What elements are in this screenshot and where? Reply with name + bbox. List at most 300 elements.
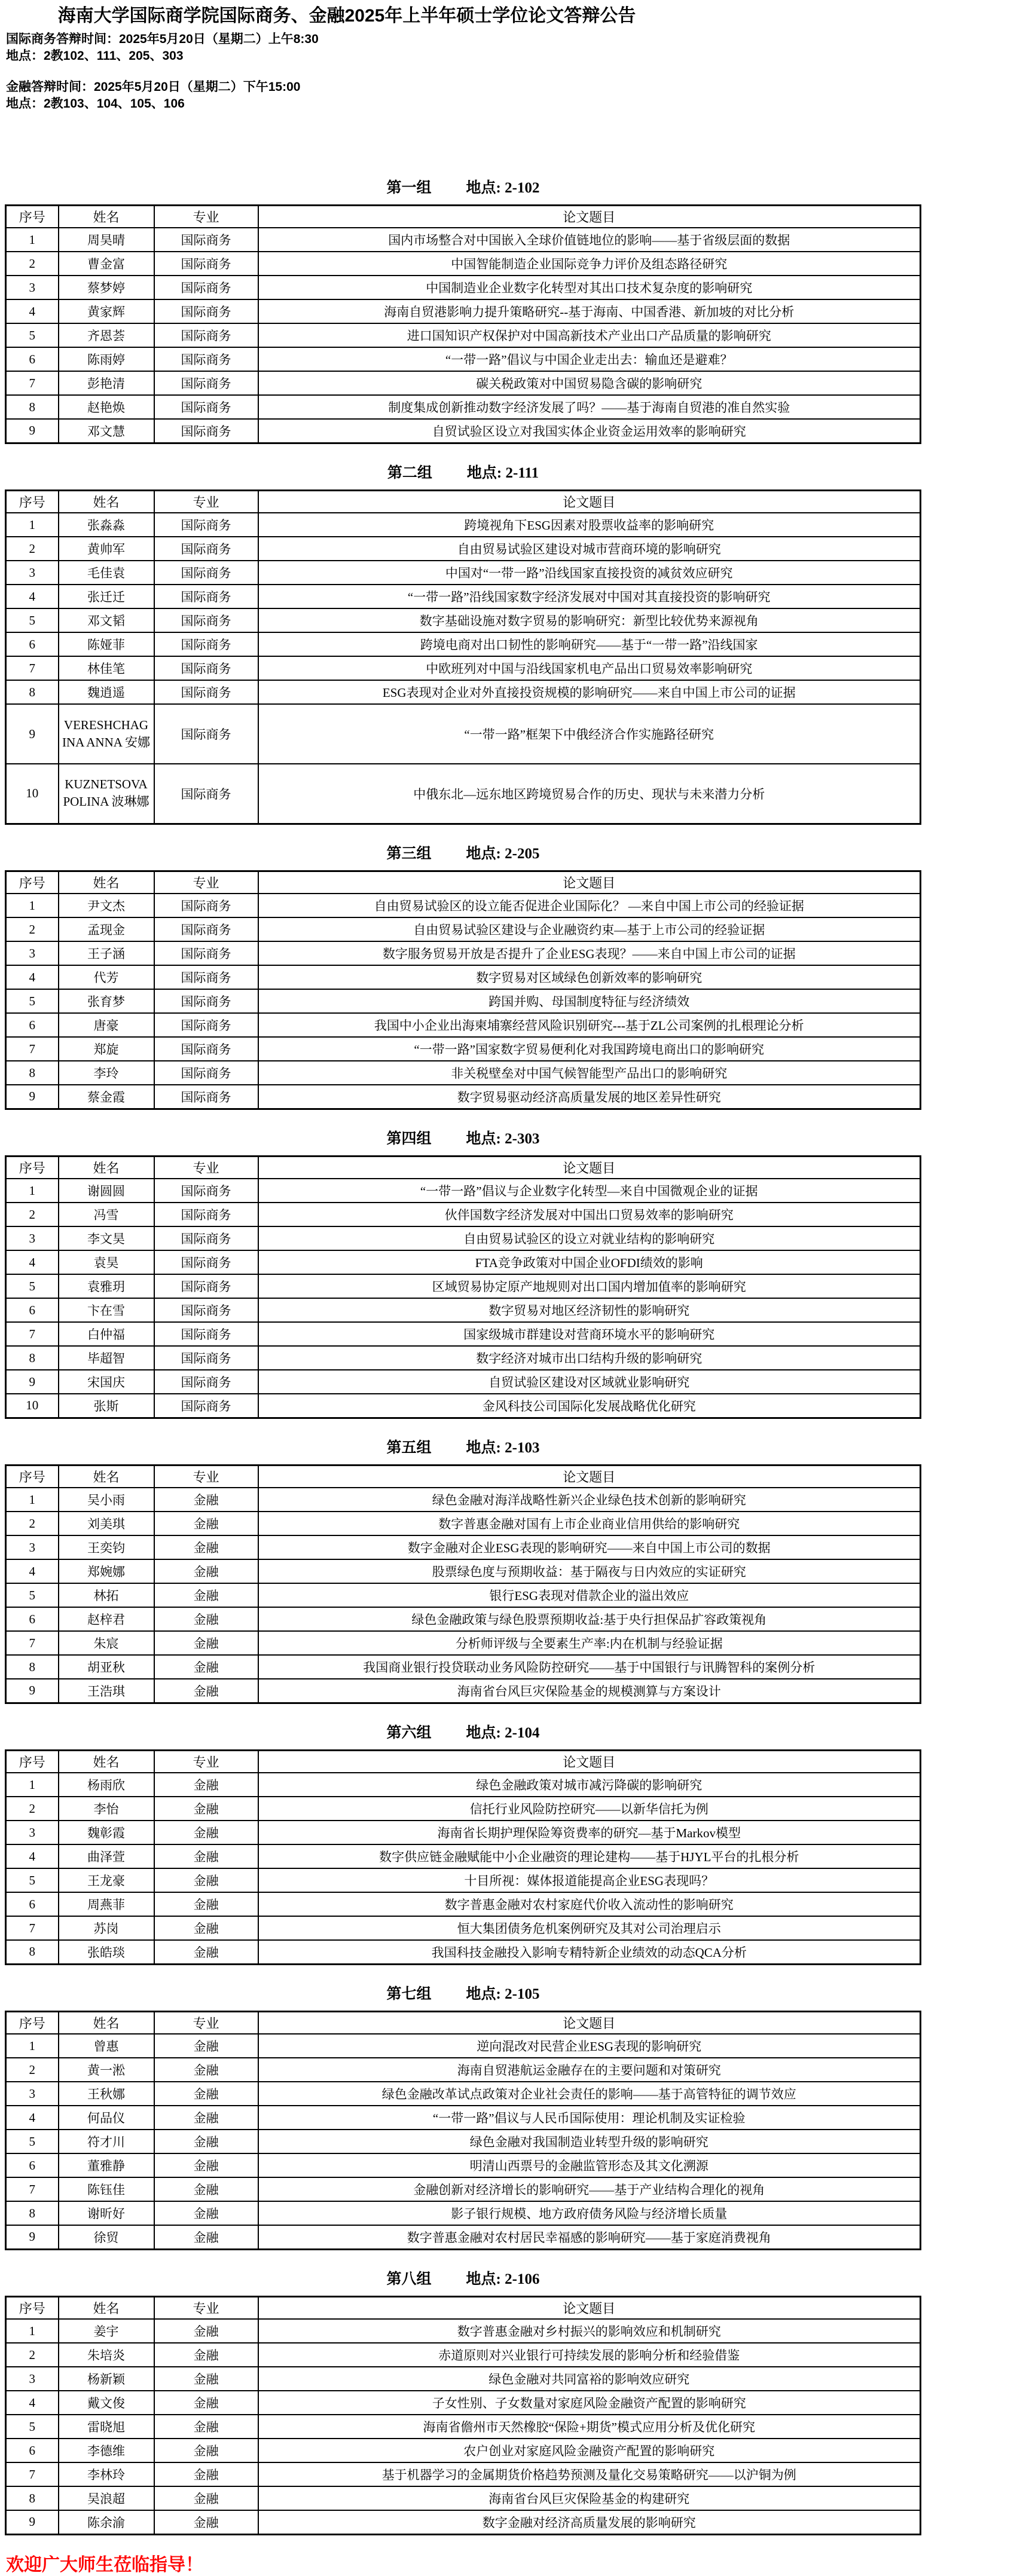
seq-cell: 4 [6, 1250, 59, 1274]
seq-cell: 6 [6, 1892, 59, 1916]
thesis-header: 论文题目 [258, 1750, 921, 1773]
name-cell: 黄一淞 [59, 2058, 154, 2082]
group-location: 地点: 2-303 [466, 1130, 540, 1147]
group-location: 地点: 2-106 [466, 2271, 540, 2287]
major-cell: 国际商务 [154, 1250, 258, 1274]
name-cell: 谢圆圆 [59, 1179, 154, 1203]
table-row [6, 1274, 921, 1298]
name-cell: 李怡 [59, 1797, 154, 1821]
major-cell: 国际商务 [154, 228, 258, 252]
thesis-cell: “一带一路”倡议与企业数字化转型—来自中国微观企业的证据 [258, 1179, 921, 1203]
group-title [5, 1436, 921, 1457]
business-session-info [0, 31, 1020, 65]
name-header: 姓名 [59, 2011, 154, 2034]
group-title [5, 1982, 921, 2003]
group-section [5, 842, 1020, 1110]
thesis-cell: 子女性别、子女数量对家庭风险金融资产配置的影响研究 [258, 2391, 921, 2415]
major-cell: 国际商务 [154, 561, 258, 585]
thesis-cell: “一带一路”沿线国家数字经济发展对中国对其直接投资的影响研究 [258, 585, 921, 608]
thesis-cell: 海南自贸港影响力提升策略研究--基于海南、中国香港、新加坡的对比分析 [258, 299, 921, 323]
major-cell: 金融 [154, 2486, 258, 2510]
defense-table [5, 1749, 921, 1965]
name-header: 姓名 [59, 205, 154, 228]
name-cell: 宋国庆 [59, 1370, 154, 1394]
name-header: 姓名 [59, 1156, 154, 1179]
table-row [6, 371, 921, 395]
seq-cell: 9 [6, 704, 59, 764]
thesis-cell: ESG表现对企业对外直接投资规模的影响研究——来自中国上市公司的证据 [258, 680, 921, 704]
table-row [6, 1037, 921, 1061]
seq-cell: 4 [6, 585, 59, 608]
group-section [5, 1436, 1020, 1704]
name-cell: 孟现金 [59, 917, 154, 941]
table-row [6, 1821, 921, 1844]
thesis-cell: 数字普惠金融对国有上市企业商业信用供给的影响研究 [258, 1512, 921, 1535]
name-cell: 王浩琪 [59, 1679, 154, 1703]
thesis-cell: 数字普惠金融对乡村振兴的影响效应和机制研究 [258, 2319, 921, 2343]
thesis-cell: “一带一路”框架下中俄经济合作实施路径研究 [258, 704, 921, 764]
thesis-cell: 自由贸易试验区建设与企业融资约束—基于上市公司的经验证据 [258, 917, 921, 941]
defense-table [5, 1155, 921, 1419]
name-header: 姓名 [59, 1750, 154, 1773]
major-cell: 金融 [154, 2367, 258, 2391]
table-row [6, 513, 921, 537]
name-cell: 黄帅军 [59, 537, 154, 561]
header-row [6, 205, 921, 228]
thesis-cell: 中国对“一带一路”沿线国家直接投资的减贫效应研究 [258, 561, 921, 585]
seq-cell: 3 [6, 1821, 59, 1844]
major-cell: 国际商务 [154, 1322, 258, 1346]
thesis-cell: 国家级城市群建设对营商环境水平的影响研究 [258, 1322, 921, 1346]
major-cell: 金融 [154, 1797, 258, 1821]
thesis-cell: 数字贸易对地区经济韧性的影响研究 [258, 1298, 921, 1322]
seq-cell: 2 [6, 917, 59, 941]
name-cell: 董雅静 [59, 2153, 154, 2177]
thesis-cell: 数字金融对经济高质量发展的影响研究 [258, 2510, 921, 2534]
major-cell: 国际商务 [154, 989, 258, 1013]
major-cell: 国际商务 [154, 537, 258, 561]
table-row [6, 704, 921, 764]
major-cell: 金融 [154, 2106, 258, 2130]
table-row [6, 1868, 921, 1892]
table-row [6, 1535, 921, 1559]
name-cell: 周昊晴 [59, 228, 154, 252]
major-cell: 国际商务 [154, 608, 258, 632]
thesis-cell: 我国商业银行投贷联动业务风险防控研究——基于中国银行与讯腾智科的案例分析 [258, 1655, 921, 1679]
seq-cell: 4 [6, 2106, 59, 2130]
thesis-cell: 伙伴国数字经济发展对中国出口贸易效率的影响研究 [258, 1203, 921, 1226]
major-cell: 金融 [154, 2462, 258, 2486]
major-cell: 金融 [154, 1631, 258, 1655]
table-row [6, 1346, 921, 1370]
name-cell: 彭艳清 [59, 371, 154, 395]
seq-header: 序号 [6, 205, 59, 228]
name-cell: 曲泽萱 [59, 1844, 154, 1868]
major-cell: 国际商务 [154, 1298, 258, 1322]
seq-cell: 9 [6, 2225, 59, 2249]
thesis-header: 论文题目 [258, 1465, 921, 1488]
table-row [6, 1370, 921, 1394]
seq-cell: 2 [6, 537, 59, 561]
seq-cell: 8 [6, 1346, 59, 1370]
table-row [6, 608, 921, 632]
table-row [6, 1203, 921, 1226]
thesis-header: 论文题目 [258, 2296, 921, 2319]
thesis-cell: 十目所视：媒体报道能提高企业ESG表现吗？ [258, 1868, 921, 1892]
table-row [6, 2391, 921, 2415]
header-row [6, 490, 921, 513]
major-cell: 金融 [154, 1583, 258, 1607]
major-header: 专业 [154, 490, 258, 513]
name-cell: 白仲福 [59, 1322, 154, 1346]
seq-cell: 3 [6, 2082, 59, 2106]
seq-cell: 4 [6, 1844, 59, 1868]
table-row [6, 2367, 921, 2391]
major-cell: 国际商务 [154, 965, 258, 989]
table-row [6, 1583, 921, 1607]
defense-table [5, 2011, 921, 2250]
name-cell: 郑旋 [59, 1037, 154, 1061]
defense-table [5, 2296, 921, 2535]
seq-cell: 1 [6, 1488, 59, 1512]
table-row [6, 1559, 921, 1583]
table-row [6, 2415, 921, 2439]
name-cell: 袁昊 [59, 1250, 154, 1274]
name-cell: 曾惠 [59, 2034, 154, 2058]
name-cell: 齐恩荟 [59, 323, 154, 347]
name-cell: 毕超智 [59, 1346, 154, 1370]
name-cell: 吴小雨 [59, 1488, 154, 1512]
group-location: 地点: 2-103 [466, 1439, 540, 1456]
seq-cell: 1 [6, 2034, 59, 2058]
footer-note: 欢迎广大师生莅临指导！ [6, 2554, 203, 2575]
table-row [6, 989, 921, 1013]
thesis-cell: 自贸试验区设立对我国实体企业资金运用效率的影响研究 [258, 419, 921, 443]
name-cell: 杨新颖 [59, 2367, 154, 2391]
group-label: 第六组 [386, 1724, 432, 1741]
major-cell: 金融 [154, 2439, 258, 2462]
thesis-cell: 股票绿色度与预期收益：基于隔夜与日内效应的实证研究 [258, 1559, 921, 1583]
major-cell: 国际商务 [154, 1013, 258, 1037]
seq-header: 序号 [6, 1465, 59, 1488]
seq-cell: 8 [6, 2201, 59, 2225]
name-cell: 刘美琪 [59, 1512, 154, 1535]
table-row [6, 2082, 921, 2106]
name-cell: 唐豪 [59, 1013, 154, 1037]
name-cell: 王秋娜 [59, 2082, 154, 2106]
name-cell: 毛佳袁 [59, 561, 154, 585]
table-row [6, 894, 921, 917]
major-cell: 金融 [154, 2415, 258, 2439]
major-cell: 金融 [154, 2058, 258, 2082]
group-label: 第三组 [386, 845, 432, 862]
thesis-cell: 数字普惠金融对农村家庭代价收入流动性的影响研究 [258, 1892, 921, 1916]
table-row [6, 1298, 921, 1322]
header-row [6, 871, 921, 894]
major-cell: 国际商务 [154, 704, 258, 764]
name-cell: 李林玲 [59, 2462, 154, 2486]
name-header: 姓名 [59, 1465, 154, 1488]
finance-defense-time: 金融答辩时间：2025年5月20日（星期二）下午15:00 [6, 79, 301, 94]
table-row [6, 2486, 921, 2510]
thesis-cell: 基于机器学习的金属期货价格趋势预测及量化交易策略研究——以沪铜为例 [258, 2462, 921, 2486]
major-cell: 金融 [154, 1821, 258, 1844]
thesis-cell: 农户创业对家庭风险金融资产配置的影响研究 [258, 2439, 921, 2462]
table-row [6, 2153, 921, 2177]
table-row [6, 1322, 921, 1346]
seq-cell: 7 [6, 2462, 59, 2486]
major-header: 专业 [154, 871, 258, 894]
name-cell: 赵梓君 [59, 1607, 154, 1631]
name-cell: 李文昊 [59, 1226, 154, 1250]
major-cell: 金融 [154, 1844, 258, 1868]
thesis-cell: 中欧班列对中国与沿线国家机电产品出口贸易效率影响研究 [258, 656, 921, 680]
table-row [6, 299, 921, 323]
seq-cell: 1 [6, 228, 59, 252]
name-cell: 蔡梦婷 [59, 276, 154, 299]
seq-header: 序号 [6, 1156, 59, 1179]
business-defense-time: 国际商务答辩时间：2025年5月20日（星期二）上午8:30 [6, 32, 319, 46]
seq-cell: 3 [6, 276, 59, 299]
thesis-cell: 信托行业风险防控研究——以新华信托为例 [258, 1797, 921, 1821]
name-cell: 胡亚秋 [59, 1655, 154, 1679]
name-cell: 魏彰霞 [59, 1821, 154, 1844]
major-cell: 金融 [154, 2319, 258, 2343]
seq-header: 序号 [6, 2296, 59, 2319]
group-label: 第一组 [386, 179, 432, 196]
seq-cell: 9 [6, 1370, 59, 1394]
table-row [6, 656, 921, 680]
seq-header: 序号 [6, 490, 59, 513]
name-header: 姓名 [59, 490, 154, 513]
major-cell: 金融 [154, 2153, 258, 2177]
major-cell: 金融 [154, 1559, 258, 1583]
table-row [6, 347, 921, 371]
name-cell: 张淼淼 [59, 513, 154, 537]
thesis-cell: 中俄东北—远东地区跨境贸易合作的历史、现状与未来潜力分析 [258, 764, 921, 824]
thesis-cell: 跨境电商对出口韧性的影响研究——基于“一带一路”沿线国家 [258, 632, 921, 656]
table-row [6, 2225, 921, 2249]
major-cell: 国际商务 [154, 764, 258, 824]
name-cell: 蔡金霞 [59, 1085, 154, 1109]
groups-container [5, 176, 1020, 2535]
major-cell: 国际商务 [154, 371, 258, 395]
major-cell: 金融 [154, 1535, 258, 1559]
thesis-cell: 绿色金融对我国制造业转型升级的影响研究 [258, 2130, 921, 2153]
table-row [6, 1631, 921, 1655]
major-cell: 国际商务 [154, 1370, 258, 1394]
defense-table [5, 204, 921, 444]
seq-cell: 7 [6, 2177, 59, 2201]
seq-cell: 5 [6, 2130, 59, 2153]
table-row [6, 965, 921, 989]
table-row [6, 764, 921, 824]
header-row [6, 1750, 921, 1773]
name-cell: 邓文韬 [59, 608, 154, 632]
major-cell: 国际商务 [154, 1085, 258, 1109]
thesis-cell: 非关税壁垒对中国气候智能型产品出口的影响研究 [258, 1061, 921, 1085]
seq-cell: 3 [6, 941, 59, 965]
name-cell: 王龙豪 [59, 1868, 154, 1892]
name-cell: 杨雨欣 [59, 1773, 154, 1797]
header-row [6, 1156, 921, 1179]
name-cell: 魏逍遥 [59, 680, 154, 704]
seq-header: 序号 [6, 1750, 59, 1773]
major-cell: 金融 [154, 2391, 258, 2415]
thesis-cell: 绿色金融对海洋战略性新兴企业绿色技术创新的影响研究 [258, 1488, 921, 1512]
thesis-cell: 绿色金融对共同富裕的影响效应研究 [258, 2367, 921, 2391]
seq-cell: 8 [6, 1655, 59, 1679]
major-header: 专业 [154, 1156, 258, 1179]
seq-cell: 2 [6, 252, 59, 276]
seq-cell: 2 [6, 1797, 59, 1821]
thesis-cell: FTA竞争政策对中国企业OFDI绩效的影响 [258, 1250, 921, 1274]
defense-table [5, 870, 921, 1110]
seq-cell: 6 [6, 1298, 59, 1322]
seq-header: 序号 [6, 2011, 59, 2034]
seq-cell: 6 [6, 2153, 59, 2177]
major-cell: 国际商务 [154, 1061, 258, 1085]
major-cell: 金融 [154, 1488, 258, 1512]
major-cell: 国际商务 [154, 1274, 258, 1298]
thesis-cell: 绿色金融政策对城市减污降碳的影响研究 [258, 1773, 921, 1797]
name-cell: 李玲 [59, 1061, 154, 1085]
name-cell: 赵艳焕 [59, 395, 154, 419]
seq-cell: 1 [6, 1179, 59, 1203]
group-location: 地点: 2-205 [466, 845, 540, 862]
thesis-cell: 我国科技金融投入影响专精特新企业绩效的动态QCA分析 [258, 1940, 921, 1964]
major-cell: 国际商务 [154, 585, 258, 608]
table-row [6, 1013, 921, 1037]
table-row [6, 395, 921, 419]
table-row [6, 2130, 921, 2153]
name-cell: KUZNETSOVA POLINA 波琳娜 [59, 764, 154, 824]
thesis-cell: 中国制造业企业数字化转型对其出口技术复杂度的影响研究 [258, 276, 921, 299]
major-cell: 国际商务 [154, 1037, 258, 1061]
major-cell: 国际商务 [154, 419, 258, 443]
thesis-cell: “一带一路”国家数字贸易便利化对我国跨境电商出口的影响研究 [258, 1037, 921, 1061]
seq-cell: 7 [6, 1631, 59, 1655]
seq-cell: 1 [6, 894, 59, 917]
table-row [6, 252, 921, 276]
table-row [6, 1488, 921, 1512]
major-header: 专业 [154, 1465, 258, 1488]
table-row [6, 2343, 921, 2367]
thesis-cell: 数字基础设施对数字贸易的影响研究：新型比较优势来源视角 [258, 608, 921, 632]
thesis-cell: 我国中小企业出海柬埔寨经营风险识别研究---基于ZL公司案例的扎根理论分析 [258, 1013, 921, 1037]
major-cell: 金融 [154, 2510, 258, 2534]
seq-cell: 4 [6, 965, 59, 989]
group-label: 第四组 [386, 1130, 432, 1147]
major-cell: 国际商务 [154, 252, 258, 276]
name-cell: 代芳 [59, 965, 154, 989]
thesis-cell: 自由贸易试验区建设对城市营商环境的影响研究 [258, 537, 921, 561]
name-cell: 黄家辉 [59, 299, 154, 323]
seq-cell: 1 [6, 2319, 59, 2343]
thesis-cell: 影子银行规模、地方政府债务风险与经济增长质量 [258, 2201, 921, 2225]
seq-cell: 3 [6, 1226, 59, 1250]
seq-cell: 5 [6, 1868, 59, 1892]
group-location: 地点: 2-105 [466, 1985, 540, 2002]
table-row [6, 1607, 921, 1631]
thesis-cell: 中国智能制造企业国际竞争力评价及组态路径研究 [258, 252, 921, 276]
name-cell: 冯雪 [59, 1203, 154, 1226]
major-cell: 金融 [154, 2082, 258, 2106]
name-cell: 林拓 [59, 1583, 154, 1607]
group-title [5, 2267, 921, 2289]
name-cell: 朱培炎 [59, 2343, 154, 2367]
group-section [5, 461, 1020, 825]
table-row [6, 585, 921, 608]
table-row [6, 1655, 921, 1679]
table-row [6, 2319, 921, 2343]
seq-cell: 6 [6, 347, 59, 371]
seq-cell: 7 [6, 1037, 59, 1061]
thesis-cell: 海南省台风巨灾保险基金的规模测算与方案设计 [258, 1679, 921, 1703]
name-cell: 陈雨婷 [59, 347, 154, 371]
seq-cell: 4 [6, 2391, 59, 2415]
seq-cell: 9 [6, 1679, 59, 1703]
table-row [6, 1179, 921, 1203]
seq-cell: 3 [6, 561, 59, 585]
major-cell: 国际商务 [154, 395, 258, 419]
major-header: 专业 [154, 205, 258, 228]
seq-cell: 2 [6, 2058, 59, 2082]
seq-cell: 5 [6, 989, 59, 1013]
major-cell: 金融 [154, 1868, 258, 1892]
thesis-cell: “一带一路”倡议与中国企业走出去：输血还是避难？ [258, 347, 921, 371]
seq-cell: 8 [6, 680, 59, 704]
major-cell: 国际商务 [154, 513, 258, 537]
major-cell: 金融 [154, 2343, 258, 2367]
thesis-header: 论文题目 [258, 205, 921, 228]
group-location: 地点: 2-102 [466, 179, 540, 196]
group-section [5, 1127, 1020, 1419]
name-cell: 陈娅菲 [59, 632, 154, 656]
major-cell: 国际商务 [154, 1203, 258, 1226]
seq-cell: 5 [6, 2415, 59, 2439]
header-row [6, 2011, 921, 2034]
major-header: 专业 [154, 1750, 258, 1773]
thesis-cell: 海南省台风巨灾保险基金的构建研究 [258, 2486, 921, 2510]
defense-table [5, 489, 921, 825]
seq-cell: 4 [6, 1559, 59, 1583]
major-cell: 金融 [154, 2130, 258, 2153]
table-row [6, 917, 921, 941]
seq-cell: 4 [6, 299, 59, 323]
name-cell: 李德维 [59, 2439, 154, 2462]
thesis-cell: 逆向混改对民营企业ESG表现的影响研究 [258, 2034, 921, 2058]
seq-cell: 8 [6, 1061, 59, 1085]
table-row [6, 632, 921, 656]
name-cell: 林佳笔 [59, 656, 154, 680]
seq-cell: 5 [6, 323, 59, 347]
seq-cell: 7 [6, 1916, 59, 1940]
seq-cell: 9 [6, 1085, 59, 1109]
major-cell: 国际商务 [154, 299, 258, 323]
table-row [6, 2510, 921, 2534]
major-cell: 金融 [154, 2225, 258, 2249]
thesis-cell: 进口国知识产权保护对中国高新技术产业出口产品质量的影响研究 [258, 323, 921, 347]
name-cell: 张育梦 [59, 989, 154, 1013]
seq-cell: 10 [6, 764, 59, 824]
table-row [6, 1773, 921, 1797]
thesis-cell: 区域贸易协定原产地规则对出口国内增加值率的影响研究 [258, 1274, 921, 1298]
thesis-header: 论文题目 [258, 2011, 921, 2034]
seq-cell: 7 [6, 371, 59, 395]
major-cell: 金融 [154, 1773, 258, 1797]
group-label: 第七组 [386, 1985, 432, 2002]
